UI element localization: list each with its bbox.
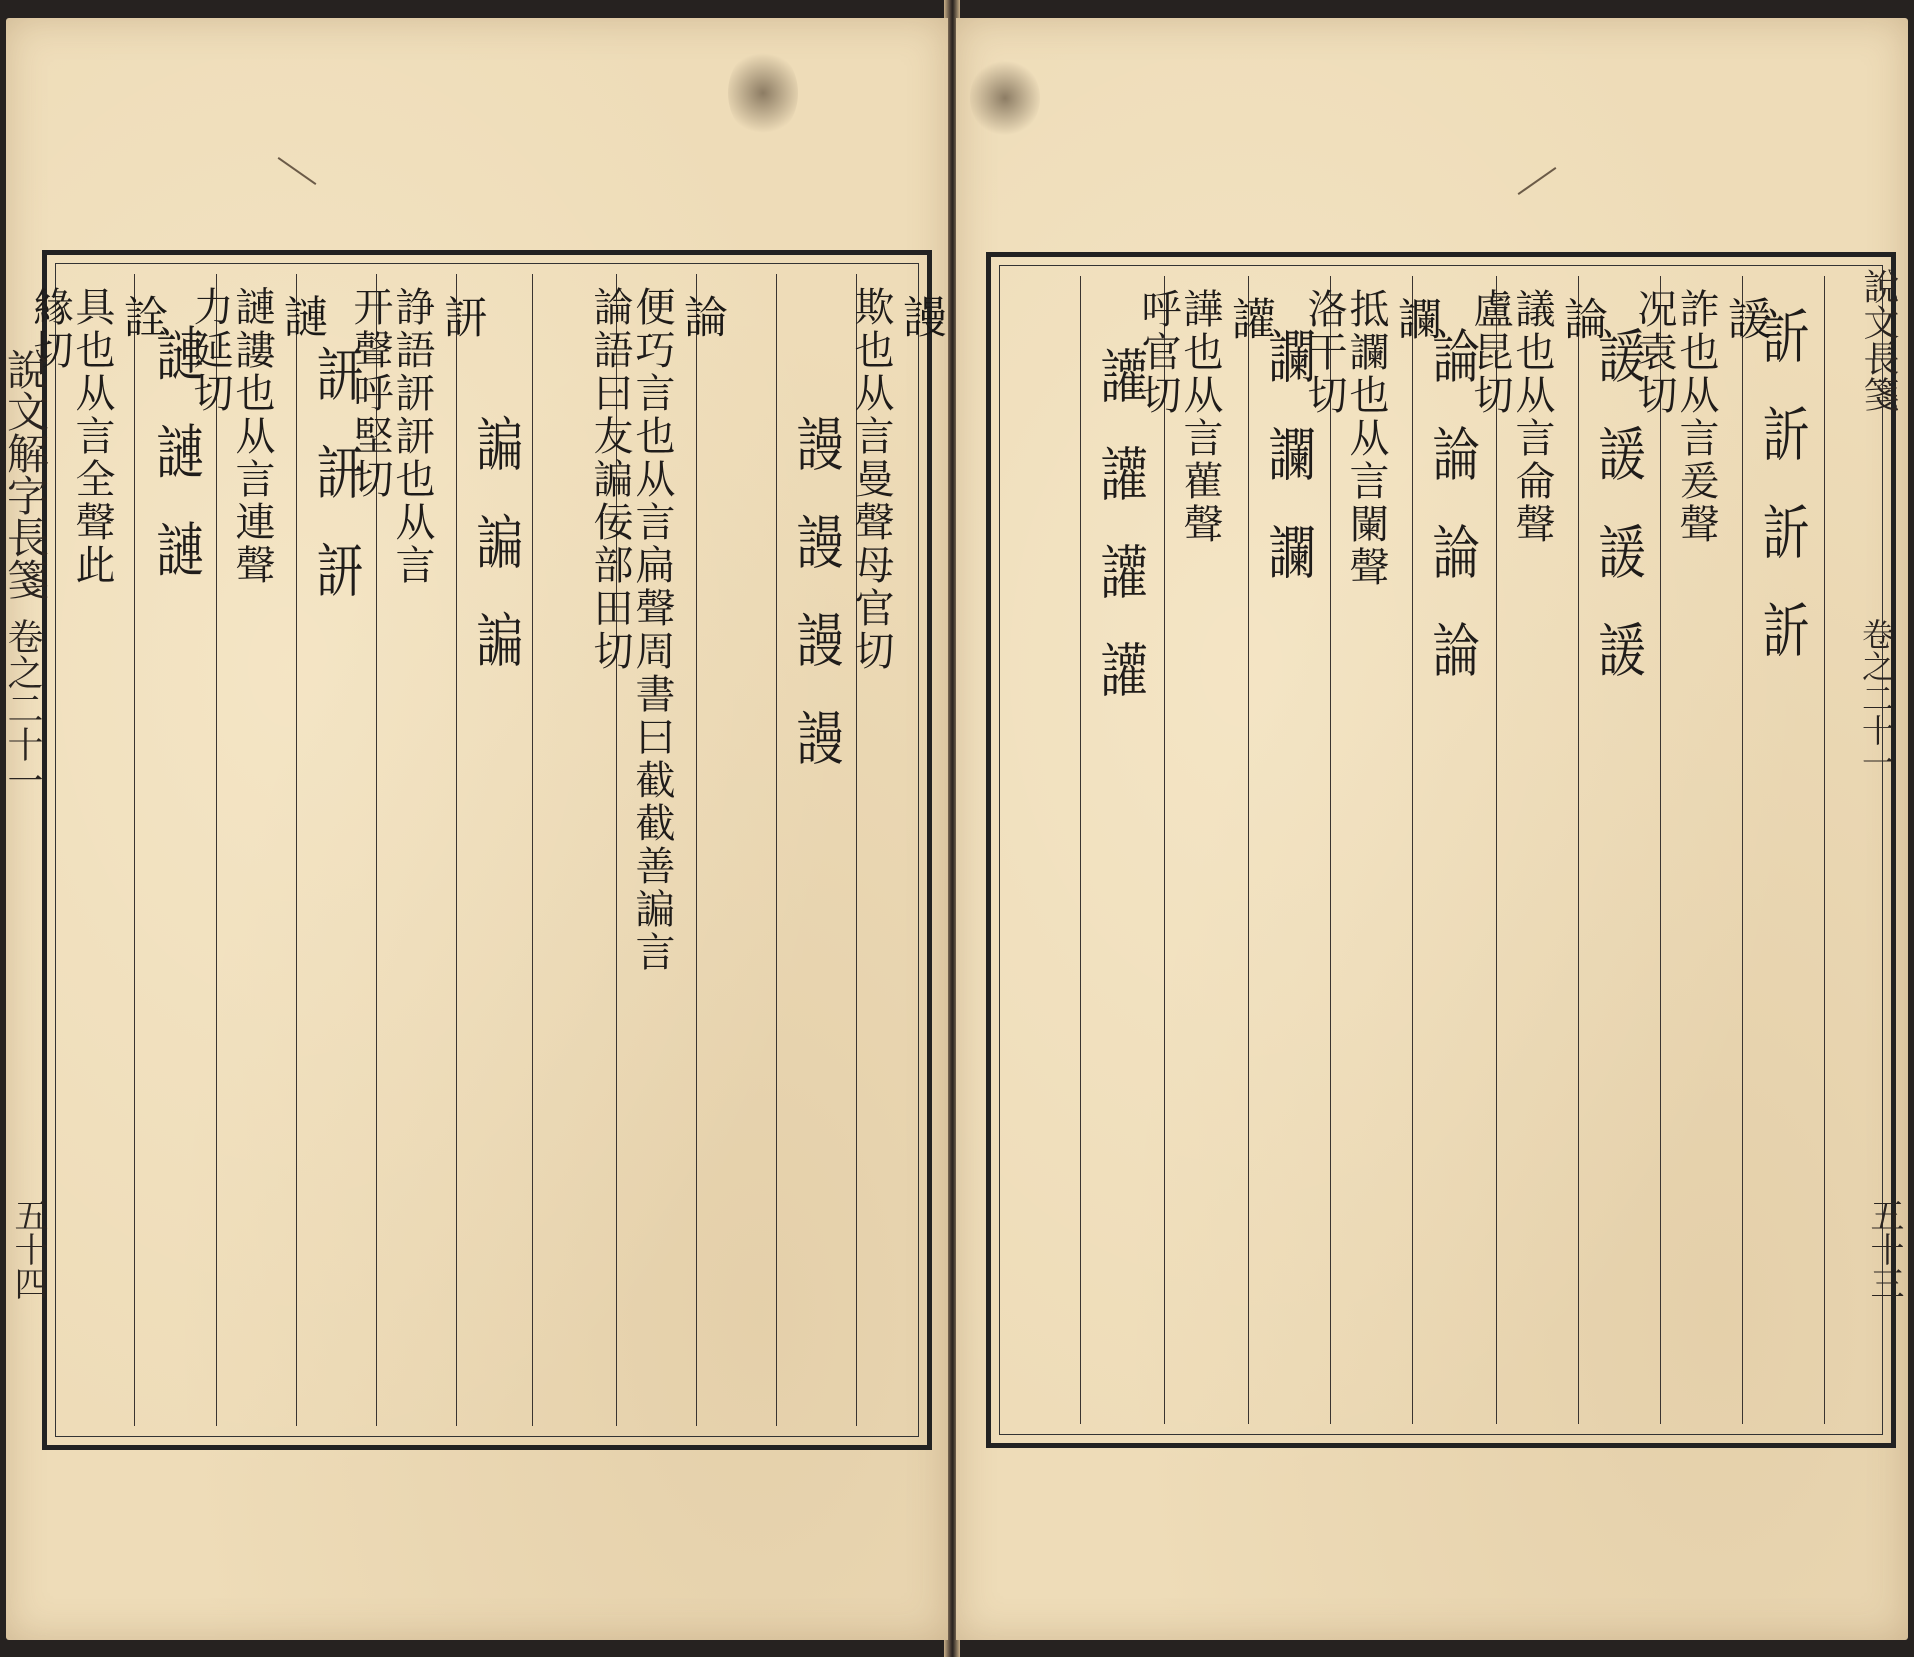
column-entry [347,286,487,616]
gloss-text: 詐也从言爰聲况袁切 [1631,288,1719,546]
right-page [956,18,1908,1640]
margin-book-title: 說文長箋 [1858,268,1899,412]
head-character: 謾 [895,294,946,338]
column-seal [776,414,856,806]
margin-volume: 卷之二十一 [2,618,43,798]
seal-script: 謰謰謰 [148,324,204,618]
gloss-text: 諍語訮訮也从言开聲呼堅切 [347,286,435,587]
seal-script: 諼諼諼諼 [1590,326,1646,718]
right-frame-inner [999,265,1883,1435]
column-entry [1135,288,1275,558]
seal-script: 謾謾謾謾 [788,414,844,806]
margin-volume: 卷之二十一 [1857,618,1895,778]
right-frame [986,252,1899,1448]
column-entry [587,286,727,1006]
column-entry [1301,288,1441,618]
head-character: 諼 [1720,296,1771,340]
gloss-text: 具也从言全聲此緣切 [27,286,115,587]
head-character: 謰 [276,294,327,338]
head-character: 讕 [1390,296,1441,340]
paper-stain [728,48,798,138]
margin-book-title: 說文解字長箋 [1,348,50,600]
gloss-text: 抵讕也从言闌聲洛干切 [1301,288,1389,589]
head-character: 詮 [116,294,167,338]
column-seal [1080,346,1160,738]
margin-page-number: 五十三 [1864,1198,1904,1300]
gloss-text: 謰謱也从言連聲力延切 [187,286,275,587]
seal-script: 訮訮訮 [308,344,364,638]
left-page [1,18,948,1640]
paper-stain [970,58,1040,138]
head-character: 讙 [1224,296,1275,340]
gloss-text: 議也从言侖聲盧昆切 [1467,288,1555,546]
column-entry [187,286,327,616]
seal-script: 讕讕讕 [1260,326,1316,620]
head-character: 訮 [436,294,487,338]
column-entry [27,286,167,616]
margin-page-number: 五十四 [8,1198,48,1300]
seal-script: 論論論論 [1424,326,1480,718]
gloss-text: 便巧言也从言扁聲周書曰截截善諞言論語曰友諞佞部田切 [587,286,675,974]
seal-script: 訢訢訢訢 [1754,306,1810,698]
column-entry [848,286,946,673]
paper-crease [278,157,317,185]
gloss-text: 譁也从言雚聲呼官切 [1135,288,1223,546]
column-entry [1631,288,1771,558]
head-character: 論 [676,294,727,338]
paper-crease [1518,167,1557,195]
seal-script: 諞諞諞 [468,414,524,708]
column-entry [1467,288,1607,558]
gloss-text: 欺也从言曼聲母官切 [848,286,894,673]
seal-script: 讙讙讙讙 [1092,346,1148,738]
head-character: 論 [1556,296,1607,340]
